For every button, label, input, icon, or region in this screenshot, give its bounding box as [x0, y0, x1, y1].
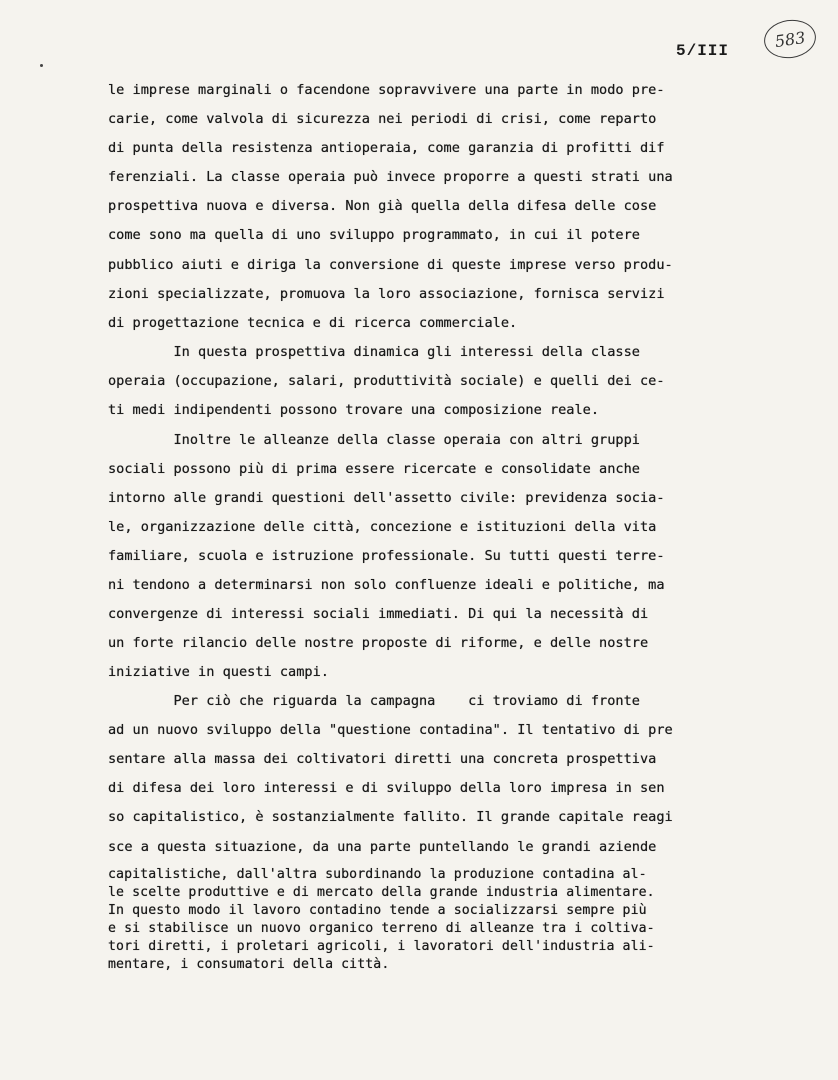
text-line: come sono ma quella di uno sviluppo programmato, in cui il potere	[108, 227, 640, 243]
text-line: capitalistiche, dall'altra subordinando la produzione contadina al-	[108, 867, 647, 882]
text-line: prospettiva nuova e diversa. Non già quella della difesa delle cose	[108, 198, 657, 214]
text-line: In questo modo il lavoro contadino tende a socializzarsi sempre più	[108, 903, 647, 918]
text-line: familiare, scuola e istruzione professionale. Su tutti questi terre-	[108, 548, 665, 564]
text-line: ferenziali. La classe operaia può invece proporre a questi strati una	[108, 169, 673, 185]
text-line: Inoltre le alleanze della classe operaia con altri gruppi	[108, 432, 640, 448]
text-line: operaia (occupazione, salari, produttività sociale) e quelli dei ce-	[108, 373, 665, 389]
text-line: ni tendono a determinarsi non solo confluenze ideali e politiche, ma	[108, 577, 665, 593]
text-line: le, organizzazione delle città, concezione e istituzioni della vita	[108, 519, 657, 535]
text-line: sociali possono più di prima essere ricercate e consolidate anche	[108, 461, 640, 477]
text-line: le scelte produttive e di mercato della grande industria alimentare.	[108, 885, 655, 900]
text-line: e si stabilisce un nuovo organico terreno di alleanze tra i coltiva-	[108, 921, 655, 936]
text-line: ad un nuovo sviluppo della "questione contadina". Il tentativo di pre	[108, 722, 673, 738]
page-number: 5/III	[676, 42, 730, 60]
text-line: intorno alle grandi questioni dell'assetto civile: previdenza socia-	[108, 490, 665, 506]
archive-stamp: 583	[762, 17, 819, 62]
text-line: iniziative in questi campi.	[108, 664, 329, 680]
text-line: mentare, i consumatori della città.	[108, 957, 390, 972]
text-line: so capitalistico, è sostanzialmente fallito. Il grande capitale reagi	[108, 809, 673, 825]
text-line: sce a questa situazione, da una parte puntellando le grandi aziende	[108, 839, 657, 855]
text-line: di difesa dei loro interessi e di sviluppo della loro impresa in sen	[108, 780, 665, 796]
text-line: zioni specializzate, promuova la loro associazione, fornisca servizi	[108, 286, 665, 302]
text-line: Per ciò che riguarda la campagna ci troviamo di fronte	[108, 693, 640, 709]
text-line: convergenze di interessi sociali immediati. Di qui la necessità di	[108, 606, 649, 622]
text-line: un forte rilancio delle nostre proposte di riforme, e delle nostre	[108, 635, 649, 651]
text-line: carie, come valvola di sicurezza nei periodi di crisi, come reparto	[108, 111, 657, 127]
text-line: le imprese marginali o facendone sopravvivere una parte in modo pre-	[108, 82, 665, 98]
ink-speck	[40, 64, 43, 67]
text-line: In questa prospettiva dinamica gli interessi della classe	[108, 344, 640, 360]
text-line: ti medi indipendenti possono trovare una composizione reale.	[108, 402, 600, 418]
text-line: pubblico aiuti e diriga la conversione di queste imprese verso produ-	[108, 257, 673, 273]
text-line: di punta della resistenza antioperaia, come garanzia di profitti dif	[108, 140, 665, 156]
text-line: sentare alla massa dei coltivatori diretti una concreta prospettiva	[108, 751, 657, 767]
text-line: di progettazione tecnica e di ricerca commerciale.	[108, 315, 518, 331]
text-line: tori diretti, i proletari agricoli, i lavoratori dell'industria ali-	[108, 939, 655, 954]
